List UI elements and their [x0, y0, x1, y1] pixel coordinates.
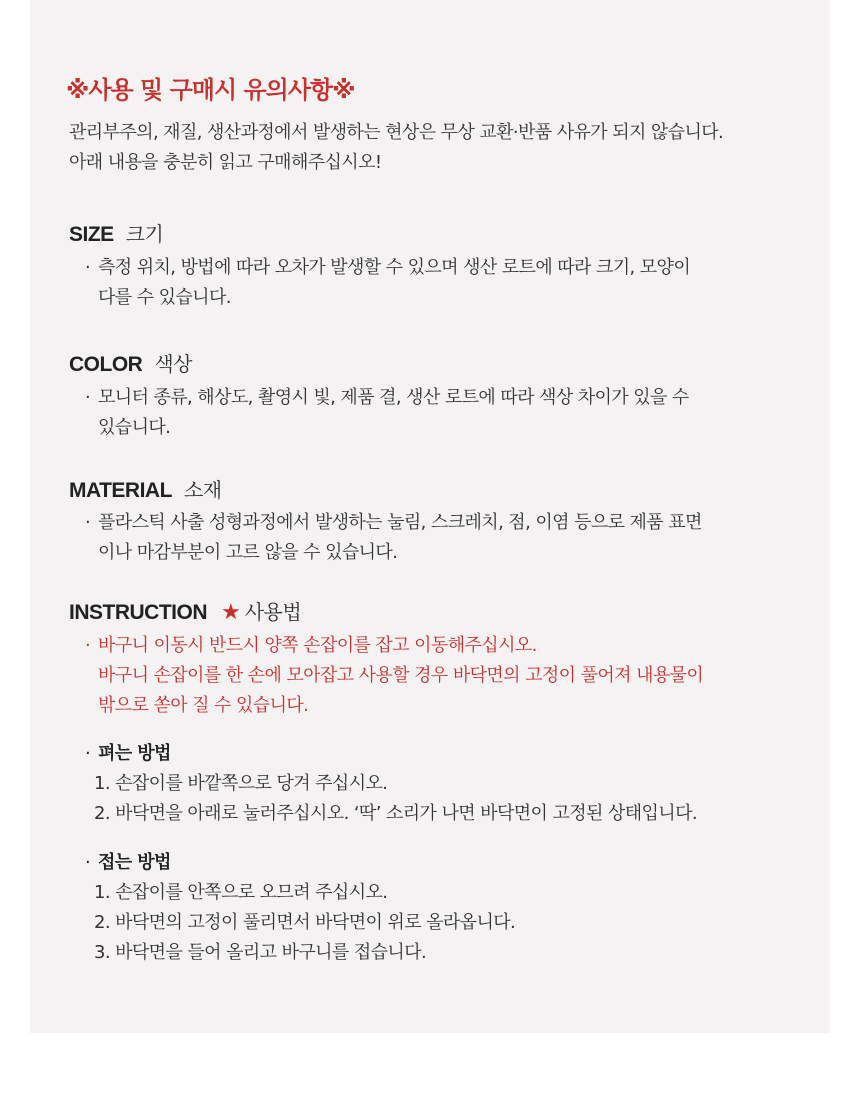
bullet-dot: ·: [85, 852, 91, 873]
intro-line-1: 관리부주의, 재질, 생산과정에서 발생하는 현상은 무상 교환·반품 사유가 되지 않습니다.: [69, 122, 724, 143]
bullet-dot: ·: [85, 512, 91, 533]
notice-title: ※사용 및 구매시 유의사항※: [66, 76, 355, 104]
unfold-title: 펴는 방법: [98, 743, 171, 764]
size-heading-ko: 크기: [125, 222, 164, 246]
color-heading-en: COLOR: [69, 353, 143, 376]
color-text-2: 있습니다.: [98, 417, 171, 438]
warning-text-3: 밖으로 쏟아 질 수 있습니다.: [98, 695, 309, 716]
color-heading: [69, 348, 192, 377]
fold-title: 접는 방법: [98, 852, 171, 873]
material-heading: [69, 474, 222, 503]
color-text-1: 모니터 종류, 해상도, 촬영시 빛, 제품 결, 생산 로트에 따라 색상 차이가 있을 수: [98, 387, 689, 408]
size-heading: [69, 218, 163, 247]
bullet-dot: ·: [85, 635, 91, 656]
unfold-step-1: 1. 손잡이를 바깥쪽으로 당겨 주십시오.: [94, 773, 388, 794]
warning-text-2: 바구니 손잡이를 한 손에 모아잡고 사용할 경우 바닥면의 고정이 풀어져 내용물이: [98, 665, 704, 686]
instruction-heading-ko: 사용법: [244, 600, 302, 624]
warning-text-1: 바구니 이동시 반드시 양쪽 손잡이를 잡고 이동해주십시오.: [98, 635, 537, 656]
bullet-dot: ·: [85, 743, 91, 764]
size-text-1: 측정 위치, 방법에 따라 오차가 발생할 수 있으며 생산 로트에 따라 크기, 모양이: [98, 257, 691, 278]
size-bullet-line-1: [85, 253, 690, 279]
instruction-warning-line-1: [85, 631, 537, 657]
material-bullet-line-1: [85, 508, 702, 534]
instruction-heading: [69, 596, 301, 625]
material-heading-en: MATERIAL: [69, 479, 172, 502]
fold-step-3: 3. 바닥면을 들어 올리고 바구니를 접습니다.: [94, 942, 427, 963]
material-text-2: 이나 마감부분이 고르 않을 수 있습니다.: [98, 542, 398, 563]
color-heading-ko: 색상: [154, 352, 192, 376]
material-heading-ko: 소재: [183, 478, 222, 502]
color-bullet-line-1: [85, 383, 689, 409]
size-heading-en: SIZE: [69, 223, 114, 246]
unfold-step-2: 2. 바닥면을 아래로 눌러주십시오. ‘딱’ 소리가 나면 바닥면이 고정된 상태입니다.: [94, 803, 697, 824]
star-icon: ★: [221, 600, 241, 625]
instruction-heading-en: INSTRUCTION: [69, 601, 207, 624]
intro-line-2: 아래 내용을 충분히 읽고 구매해주십시오!: [69, 152, 382, 173]
fold-step-1: 1. 손잡이를 안쪽으로 오므려 주십시오.: [94, 882, 388, 903]
size-text-2: 다를 수 있습니다.: [98, 287, 231, 308]
material-text-1: 플라스틱 사출 성형과정에서 발생하는 눌림, 스크레치, 점, 이염 등으로 제품 표면: [98, 512, 702, 533]
bullet-dot: ·: [85, 257, 91, 278]
unfold-heading: [85, 739, 171, 765]
fold-heading: [85, 848, 171, 874]
fold-step-2: 2. 바닥면의 고정이 풀리면서 바닥면이 위로 올라옵니다.: [94, 912, 516, 933]
bullet-dot: ·: [85, 387, 91, 408]
